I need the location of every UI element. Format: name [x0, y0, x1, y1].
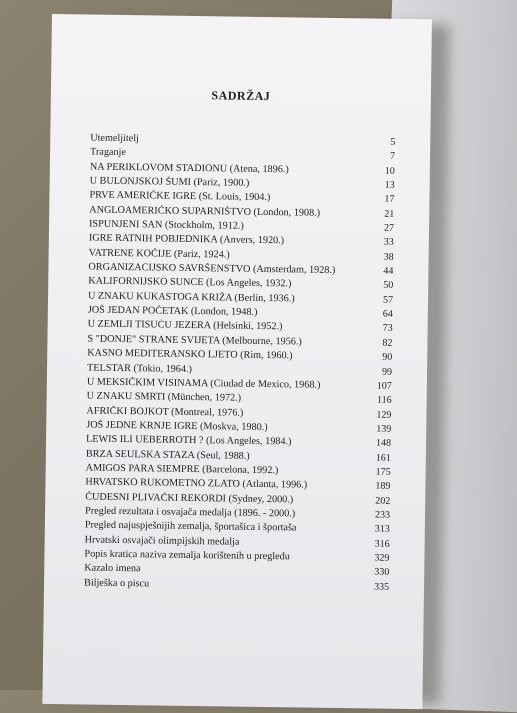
toc-entry-page: 161: [375, 452, 391, 464]
toc-entry-title: Pregled rezultata i osvajača medalja (1896. - 2000.): [84, 505, 296, 520]
toc-entry-title: ISPUNJENI SAN (Stockholm, 1912.): [88, 218, 244, 232]
toc-entry-page: 189: [375, 480, 391, 493]
toc-entry-title: Traganje: [89, 146, 126, 159]
toc-entry-page: 313: [374, 523, 390, 536]
toc-entry-page: 17: [384, 194, 395, 206]
toc-entry-title: BRZA SEULSKA STAZA (Seul, 1988.): [85, 448, 250, 462]
toc-entry-page: 38: [383, 251, 394, 263]
toc-entry-page: 233: [374, 509, 391, 521]
toc-entry-title: IGRE RATNIH POBJEDNIKA (Anvers, 1920.): [88, 232, 285, 247]
toc-entry-title: KASNO MEDITERANSKO LJETO (Rim, 1960.): [87, 347, 293, 362]
toc-entry-title: JOŠ JEDNE KRNJE IGRE (Moskva, 1980.): [86, 419, 268, 433]
toc-entry-title: S "DONJE" STRANE SVIJETA (Melbourne, 1956.): [87, 333, 302, 348]
toc-entry: [84, 577, 389, 596]
toc-entry-title: HRVATSKO RUKOMETNO ZLATO (Atlanta, 1996.): [85, 476, 308, 491]
toc-entry-page: 202: [375, 495, 391, 507]
toc-entry-page: 99: [381, 366, 393, 378]
toc-entry-page: 175: [375, 466, 391, 478]
toc-entry-title: AMIGOS PARA SIEMPRE (Barcelona, 1992.): [85, 462, 279, 477]
toc-entry-page: 44: [383, 265, 394, 277]
toc-entry-page: 57: [382, 294, 394, 306]
toc-entry-page: 10: [384, 165, 395, 177]
toc-entry-page: 7: [389, 151, 396, 163]
toc-entry-page: 116: [376, 394, 392, 406]
toc-entry-page: 90: [382, 351, 393, 363]
toc-entry-page: 330: [374, 566, 390, 579]
page-title: SADRŽAJ: [211, 88, 271, 104]
toc-entry-title: ORGANIZACIJSKO SAVRŠENSTVO (Amsterdam, 1928.): [88, 261, 336, 277]
toc-entry-title: LEWIS ILI UEBERROTH ? (Los Angeles, 1984.): [85, 433, 292, 448]
toc-entry-title: Bilješka o piscu: [83, 577, 150, 590]
toc-entry-page: 335: [373, 581, 390, 593]
toc-entry-title: Pregled najuspješnijih zemalja, športašica i športaša: [84, 519, 297, 534]
toc-entry-page: 129: [376, 409, 392, 421]
toc-entry-title: Hrvatski osvajači olimpijskih medalja: [84, 534, 240, 548]
toc-entry-page: 13: [384, 179, 395, 191]
toc-entry-page: 50: [383, 280, 394, 292]
toc-entry-title: TELSTAR (Tokio, 1964.): [86, 362, 193, 375]
toc-entry-page: 21: [384, 208, 395, 220]
book-page: [42, 14, 432, 709]
toc-entry-title: ČUDESNI PLIVAČKI REKORDI (Sydney, 2000.): [85, 491, 294, 506]
toc-entry-page: 5: [390, 136, 396, 148]
toc-entry-page: 27: [383, 222, 395, 234]
toc-entry-title: JOŠ JEDAN POČETAK (London, 1948.): [87, 304, 258, 319]
toc-entry-title: U ZNAKU SMRTI (München, 1972.): [86, 390, 242, 404]
toc-entry-page: 64: [382, 308, 393, 320]
table-of-contents: [84, 133, 395, 596]
toc-entry-title: U MEKSIČKIM VISINAMA (Ciudad de Mexico, 1968.): [86, 376, 321, 391]
toc-entry-page: 316: [374, 538, 390, 550]
toc-entry-page: 73: [382, 323, 393, 335]
toc-entry-page: 82: [382, 337, 393, 349]
toc-entry-title: PRVE AMERIČKE IGRE (St. Louis, 1904.): [89, 189, 271, 204]
toc-entry-page: 107: [376, 380, 392, 392]
toc-entry-title: Kazalo imena: [84, 562, 141, 575]
toc-entry-page: 139: [376, 423, 392, 435]
toc-entry-page: 33: [383, 237, 394, 249]
toc-entry-title: VATRENE KOČIJE (Pariz, 1924.): [88, 247, 230, 261]
toc-entry-title: ANGLOAMERIČKO SUPARNIŠTVO (London, 1908.): [89, 204, 321, 219]
toc-entry-title: NA PERIKLOVOM STADIONU (Atena, 1896.): [89, 161, 289, 176]
toc-entry-title: U ZNAKU KUKASTOGA KRIŽA (Berlin, 1936.): [87, 290, 295, 305]
toc-entry-title: Popis kratica naziva zemalja korištenih u pregledu: [84, 548, 290, 563]
toc-entry-title: KALIFORNIJSKO SUNCE (Los Angeles, 1932.): [88, 275, 292, 290]
toc-entry-title: U ZEMLJI TISUĆU JEZERA (Helsinki, 1952.): [87, 318, 283, 333]
toc-entry-title: Utemeljitelj: [90, 132, 140, 145]
toc-entry-page: 329: [374, 552, 390, 564]
toc-entry-title: U BULONJSKOJ ŠUMI (Pariz, 1900.): [89, 175, 250, 189]
toc-entry-page: 148: [375, 437, 392, 449]
toc-entry-title: AFRIČKI BOJKOT (Montreal, 1976.): [86, 405, 244, 419]
